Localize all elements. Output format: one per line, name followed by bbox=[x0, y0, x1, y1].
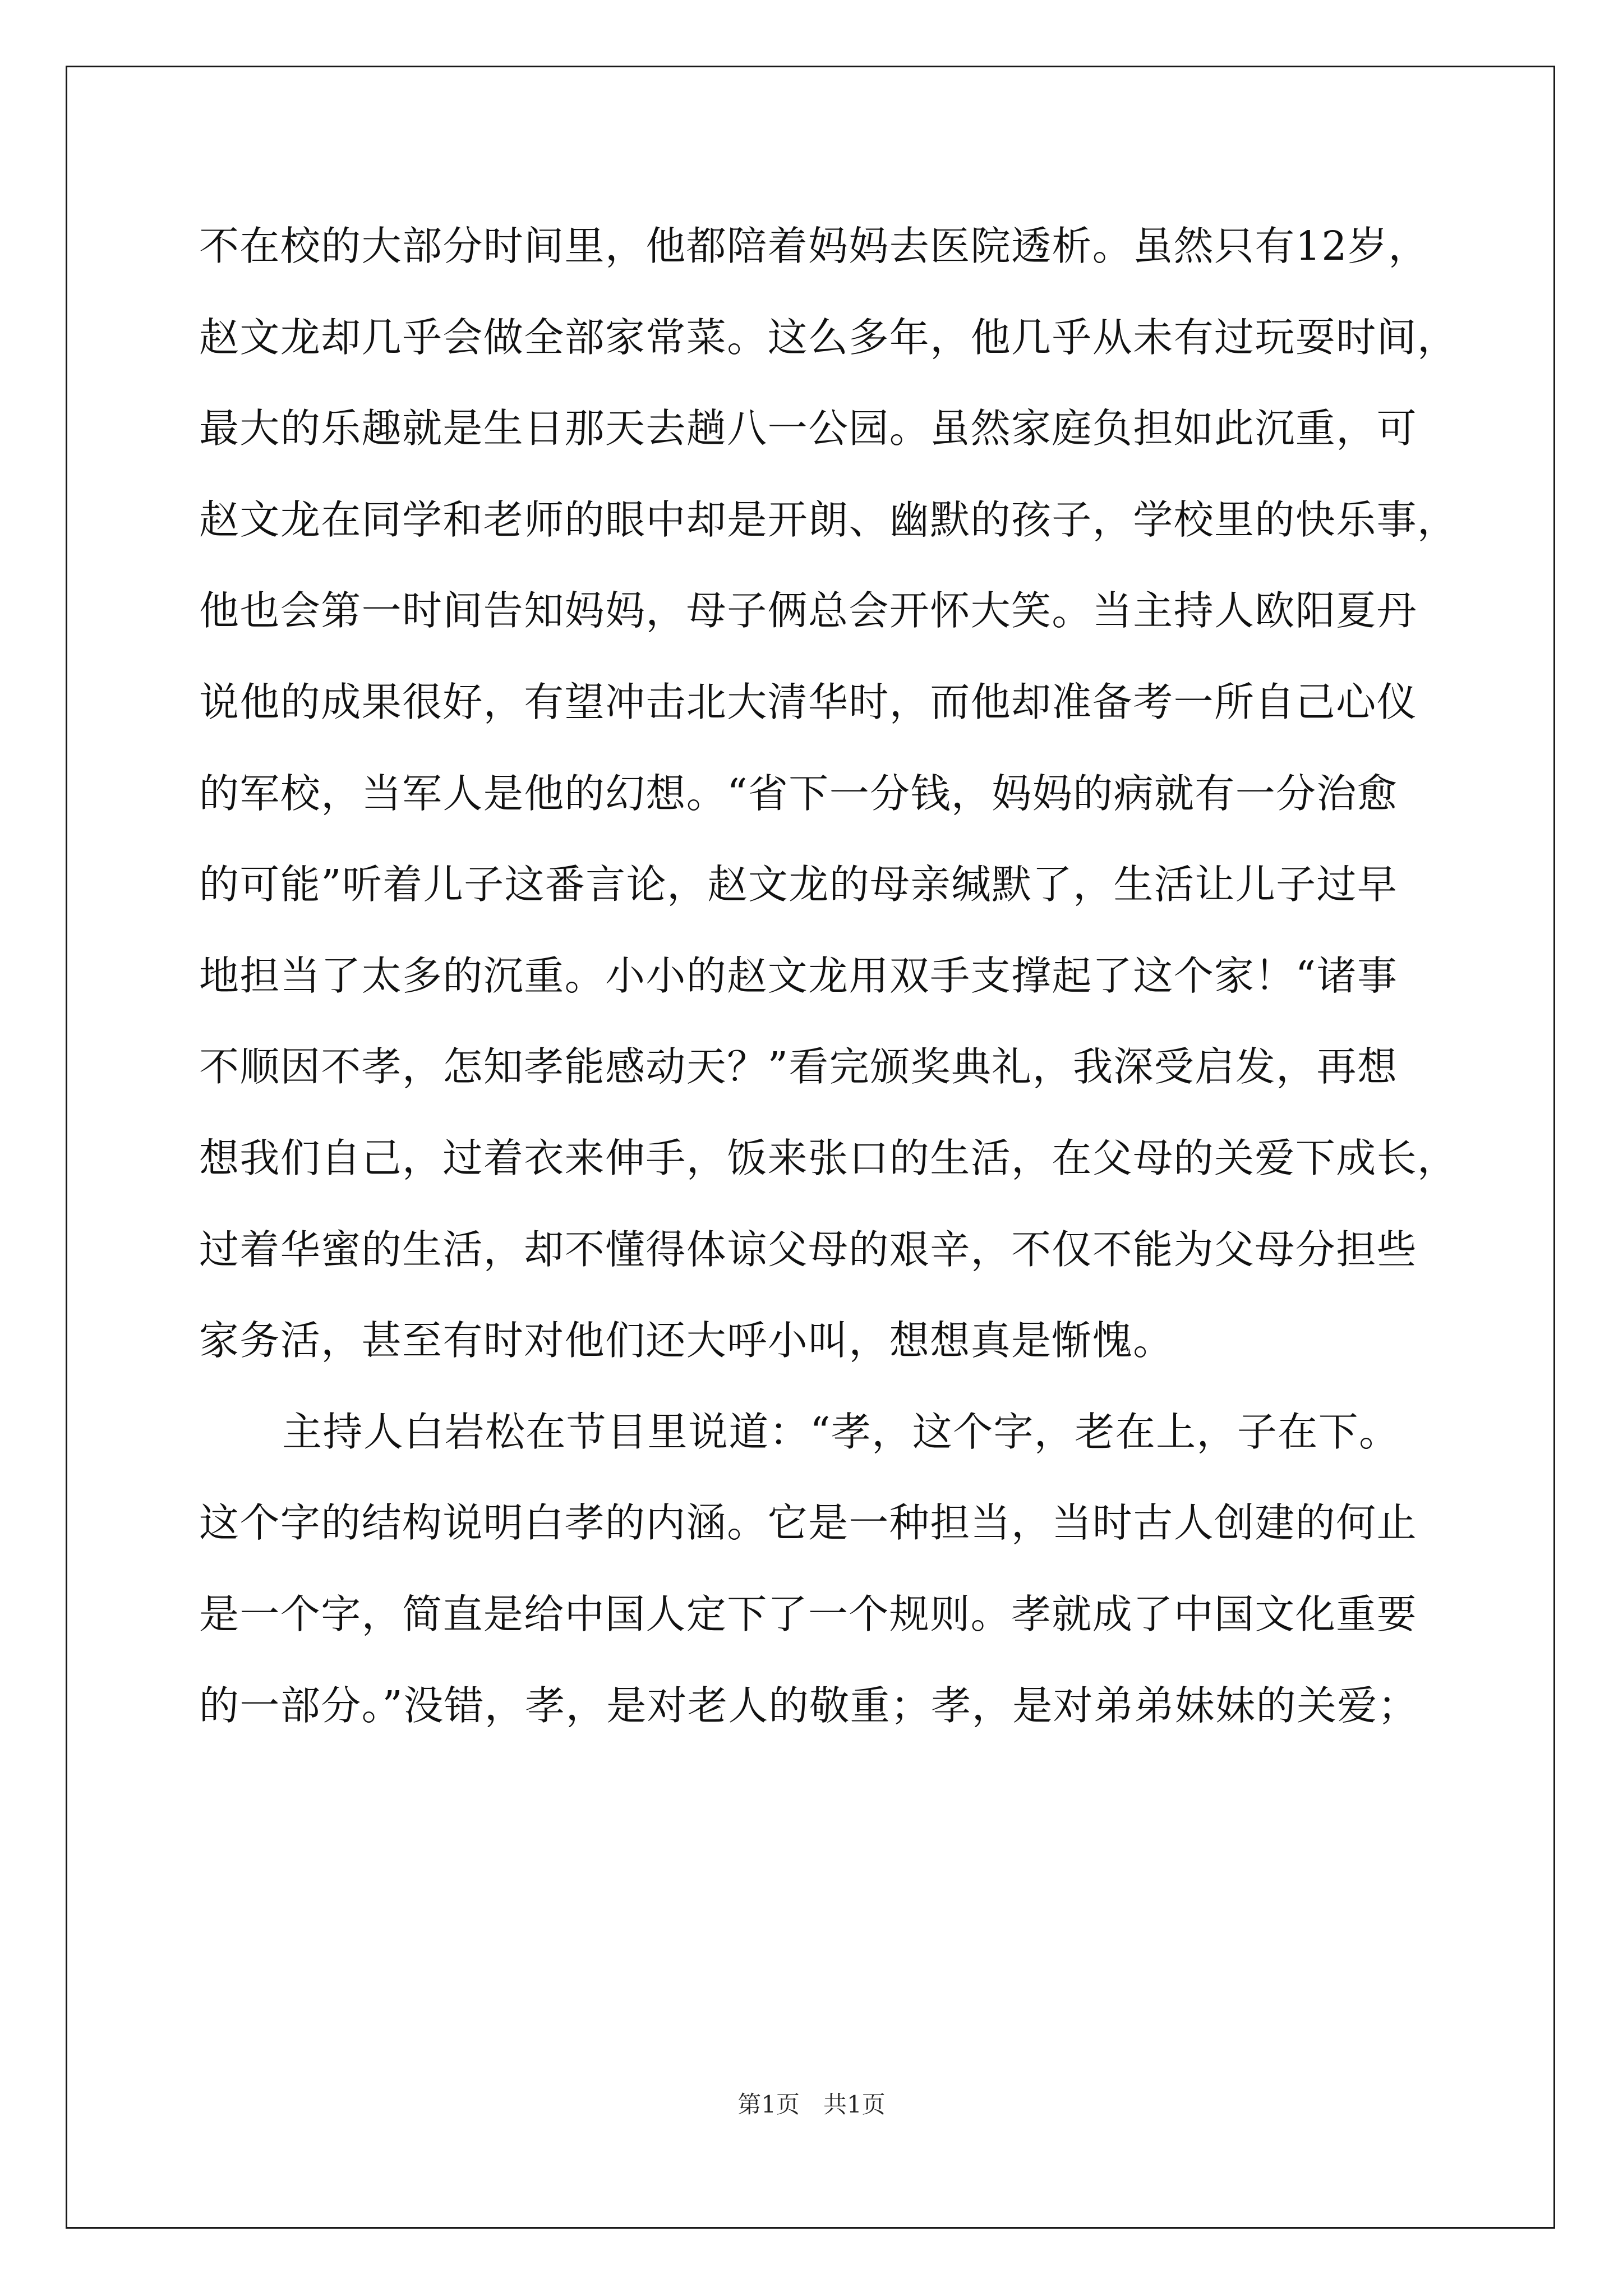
paragraph-line: 的一部分。”没错，孝，是对老人的敬重；孝，是对弟弟妹妹的关爱； bbox=[199, 1682, 1419, 1729]
page-number-footer: 第1页 共1页 bbox=[737, 2091, 886, 2118]
paragraph-line: 的可能”听着儿子这番言论，赵文龙的母亲缄默了，生活让儿子过早 bbox=[199, 861, 1398, 908]
paragraph-line: 他也会第一时间告知妈妈，母子俩总会开怀大笑。当主持人欧阳夏丹 bbox=[199, 587, 1418, 634]
paragraph-line: 家务活，甚至有时对他们还大呼小叫，想想真是惭愧。 bbox=[199, 1317, 1174, 1364]
document-body bbox=[199, 201, 1458, 1751]
paragraph-line: 赵文龙却几乎会做全部家常菜。这么多年，他几乎从未有过玩耍时间， bbox=[199, 314, 1458, 361]
paragraph-line: 不顺因不孝，怎知孝能感动天？”看完颁奖典礼，我深受启发，再想 bbox=[199, 1043, 1398, 1091]
paragraph-line: 的军校，当军人是他的幻想。“省下一分钱，妈妈的病就有一分治愈 bbox=[199, 770, 1398, 817]
paragraph-line: 地担当了太多的沉重。小小的赵文龙用双手支撑起了这个家！“诸事 bbox=[199, 952, 1398, 999]
paragraph-line: 这个字的结构说明白孝的内涵。它是一种担当，当时古人创建的何止 bbox=[199, 1499, 1418, 1547]
paragraph-line: 想我们自己，过着衣来伸手，饭来张口的生活，在父母的关爱下成长， bbox=[199, 1134, 1458, 1181]
paragraph-line: 最大的乐趣就是生日那天去趟八一公园。虽然家庭负担如此沉重，可 bbox=[199, 405, 1418, 452]
paragraph-line: 主持人白岩松在节目里说道：“孝，这个字，老在上，子在下。 bbox=[282, 1408, 1400, 1455]
paragraph-line: 过着华蜜的生活，却不懂得体谅父母的艰辛，不仅不能为父母分担些 bbox=[199, 1226, 1418, 1273]
paragraph-line: 赵文龙在同学和老师的眼中却是开朗、幽默的孩子，学校里的快乐事， bbox=[199, 496, 1458, 543]
paragraph-line: 是一个字，简直是给中国人定下了一个规则。孝就成了中国文化重要 bbox=[199, 1590, 1418, 1637]
paragraph-line: 不在校的大部分时间里，他都陪着妈妈去医院透析。虽然只有12岁， bbox=[199, 223, 1429, 269]
paragraph-line: 说他的成果很好，有望冲击北大清华时，而他却准备考一所自己心仪 bbox=[199, 678, 1418, 725]
